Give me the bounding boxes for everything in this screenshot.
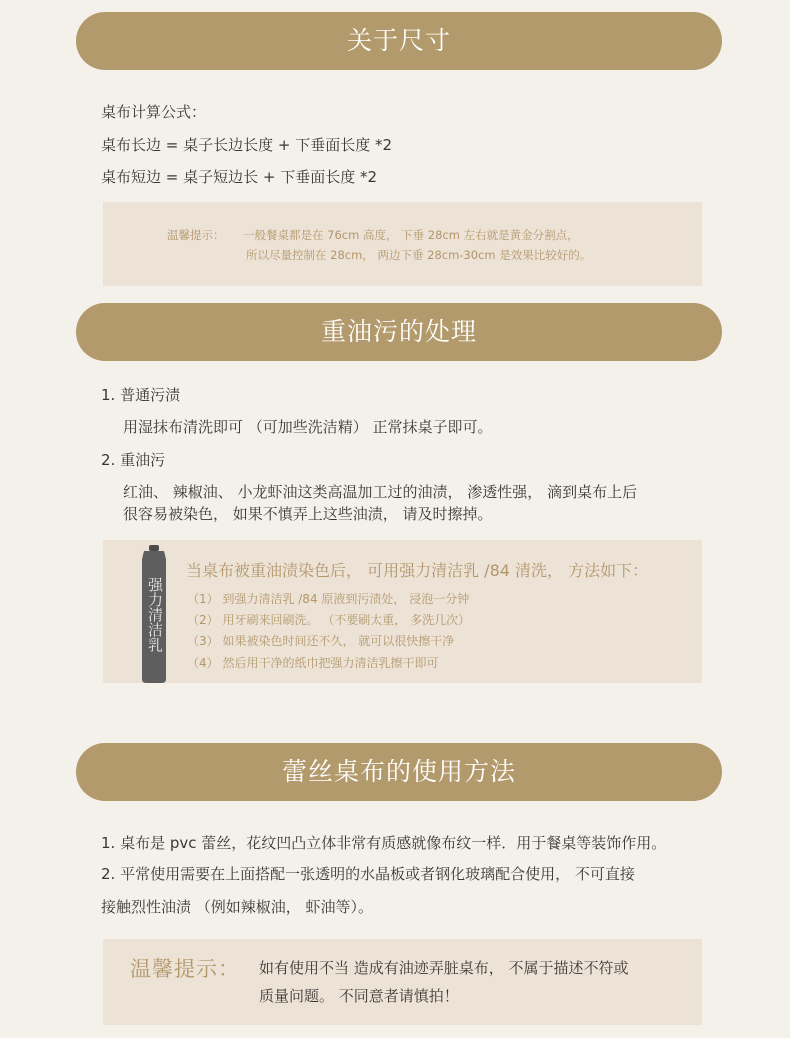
usage-line-3: 接触烈性油渍 （例如辣椒油， 虾油等）。 [101,898,374,916]
usage-line-2: 2. 平常使用需要在上面搭配一张透明的水晶板或者钢化玻璃配合使用， 不可直接 [101,865,635,883]
formula-long-side: 桌布长边 = 桌子长边长度 + 下垂面长度 *2 [101,136,393,154]
item-heavy-grease-body1: 红油、 辣椒油、 小龙虾油这类高温加工过的油渍， 渗透性强， 滴到桌布上后 [123,483,638,501]
item-normal-stain-title: 1. 普通污渍 [101,386,181,404]
item-normal-stain-body: 用湿抹布清洗即可 （可加些洗洁精） 正常抹桌子即可。 [123,418,493,436]
section-title-size: 关于尺寸 [76,12,722,70]
usage-line-1: 1. 桌布是 pvc 蕾丝，花纹凹凸立体非常有质感就像布纹一样．用于餐桌等装饰作用。 [101,834,667,852]
cleaning-step-3: （3） 如果被染色时间还不久， 就可以很快擦干净 [187,634,455,648]
formula-heading: 桌布计算公式： [101,103,207,121]
item-heavy-grease-title: 2. 重油污 [101,451,166,469]
cleaning-step-2: （2） 用牙刷来回刷洗。 （不要刷太重， 多洗几次） [187,613,471,627]
section-title-grease: 重油污的处理 [76,303,722,361]
usage-tip-line1: 如有使用不当 造成有油迹弄脏桌布， 不属于描述不符或 [259,959,629,977]
size-tip-line2: 所以尽量控制在 28cm， 两边下垂 28cm-30cm 是效果比较好的。 [246,248,592,262]
bottle-label: 强力清洁乳 [146,577,164,652]
size-tip-line1: 一般餐桌都是在 76cm 高度， 下垂 28cm 左右就是黄金分割点， [243,228,579,242]
formula-short-side: 桌布短边 = 桌子短边长 + 下垂面长度 *2 [101,168,378,186]
size-tip-box [103,202,702,286]
size-tip-label: 温馨提示： [167,228,225,242]
cleaning-tip-heading: 当桌布被重油渍染色后， 可用强力清洁乳 /84 清洗， 方法如下： [186,561,649,580]
item-heavy-grease-body2: 很容易被染色， 如果不慎弄上这些油渍， 请及时擦掉。 [123,505,493,523]
cleaning-step-1: （1） 到强力清洁乳 /84 原液到污渍处， 浸泡一分钟 [187,592,470,606]
usage-tip-line2: 质量问题。 不同意者请慎拍！ [259,987,459,1005]
usage-tip-label: 温馨提示： [130,957,240,981]
cleaning-step-4: （4） 然后用干净的纸巾把强力清洁乳擦干即可 [187,656,439,670]
section-title-usage: 蕾丝桌布的使用方法 [76,743,722,801]
